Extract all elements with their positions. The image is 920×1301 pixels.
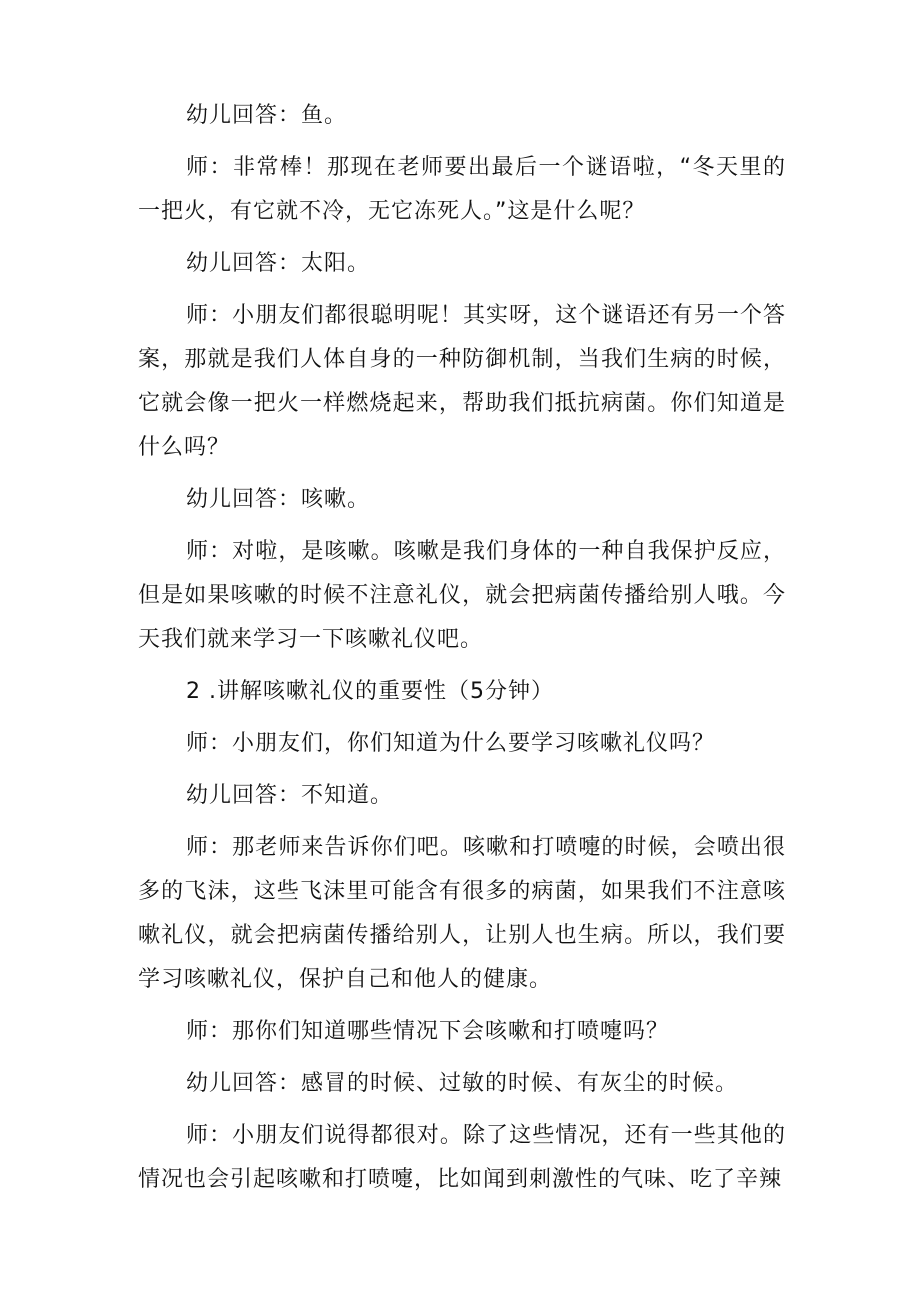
paragraph-teacher-situations-question: 师：那你们知道哪些情况下会咳嗽和打喷嚏吗？ [186, 1019, 670, 1044]
paragraph-child-answer-sun: 幼儿回答：太阳。 [186, 251, 371, 276]
paragraph-teacher-droplets: 师：那老师来告诉你们吧。咳嗽和打喷嚏的时候，会喷出很多的飞沫，这些飞沫里可能含有很多的病菌，如果我们不注意咳嗽礼仪，就会把病菌传播给别人，让别人也生病。所以，我们要学习咳嗽礼仪，保护自己和他人的健康。 [138, 835, 786, 992]
paragraph-teacher-explanation: 师：小朋友们都很聪明呢！其实呀，这个谜语还有另一个答案，那就是我们人体自身的一种防御机制，当我们生病的时候，它就会像一把火一样燃烧起来，帮助我们抵抗病菌。你们知道是什么吗？ [138, 303, 786, 460]
paragraph-teacher-riddle: 师：非常棒！那现在老师要出最后一个谜语啦，“冬天里的一把火，有它就不冷，无它冻死人。”这是什么呢？ [138, 155, 786, 224]
paragraph-child-answer-situations: 幼儿回答：感冒的时候、过敏的时候、有灰尘的时候。 [186, 1071, 739, 1096]
document-body [138, 94, 786, 1210]
paragraph-child-answer-cough: 幼儿回答：咳嗽。 [186, 487, 371, 512]
paragraph-teacher-cough-intro: 师：对啦，是咳嗽。咳嗽是我们身体的一种自我保护反应，但是如果咳嗽的时候不注意礼仪，就会把病菌传播给别人哦。今天我们就来学习一下咳嗽礼仪吧。 [138, 539, 786, 652]
paragraph-teacher-other-situations: 师：小朋友们说得都很对。除了这些情况，还有一些其他的情况也会引起咳嗽和打喷嚏，比如闻到刺激性的气味、吃了辛辣 [138, 1123, 786, 1192]
section-heading-importance: 2 .讲解咳嗽礼仪的重要性（5分钟） [186, 679, 554, 704]
paragraph-child-answer-fish: 幼儿回答：鱼。 [186, 103, 348, 128]
paragraph-child-answer-unknown: 幼儿回答：不知道。 [186, 783, 394, 808]
paragraph-teacher-question: 师：小朋友们，你们知道为什么要学习咳嗽礼仪吗？ [186, 731, 716, 756]
